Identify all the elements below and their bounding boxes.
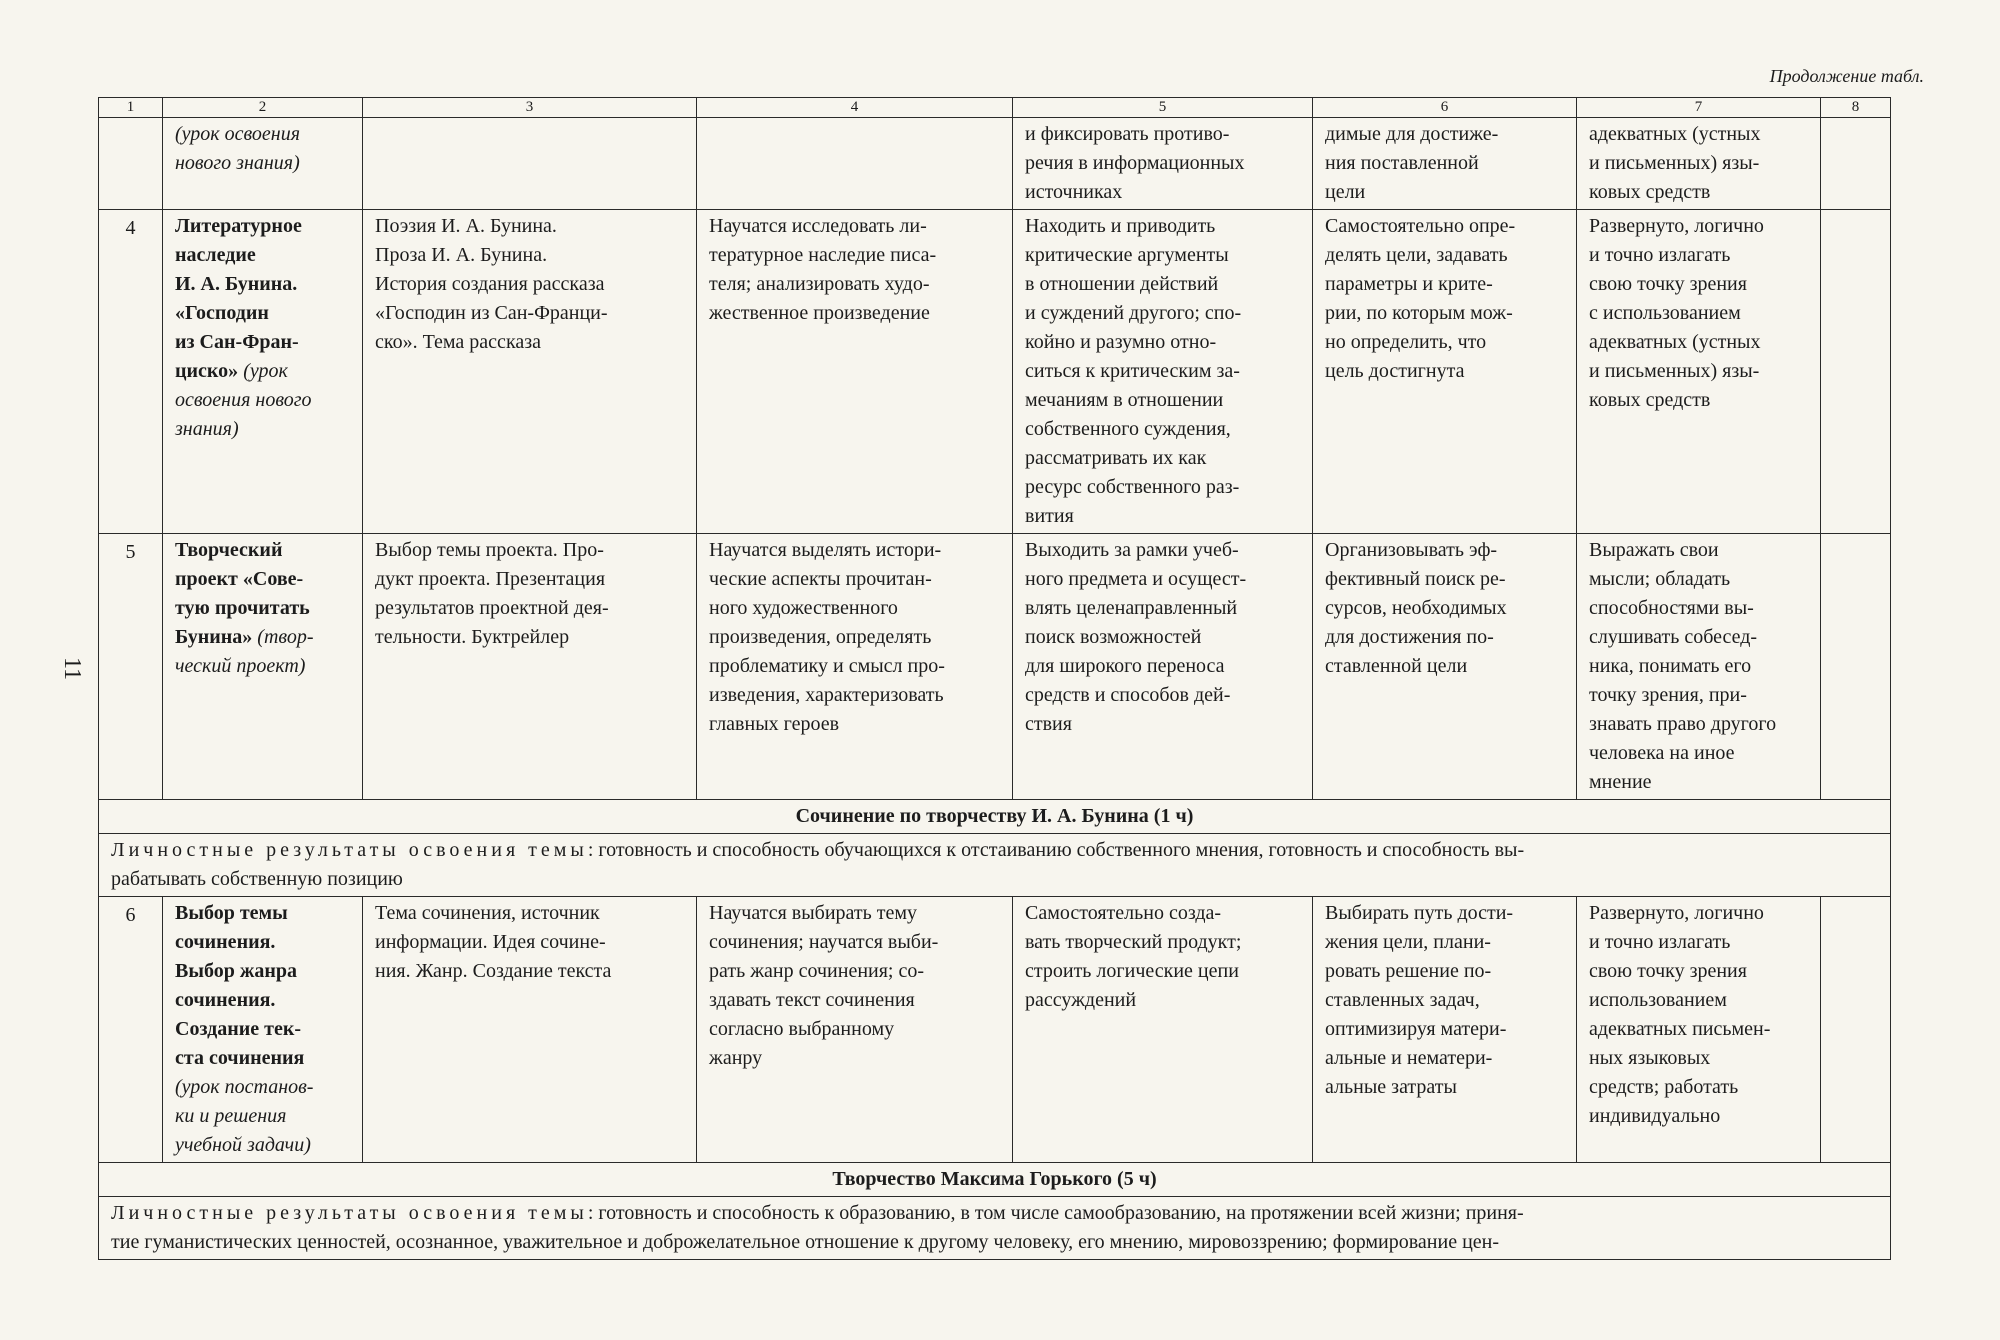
header-cell: 2 (163, 98, 363, 118)
lesson-number: 5 (99, 534, 163, 800)
lesson-number: 6 (99, 897, 163, 1163)
lesson-number (99, 118, 163, 210)
page-number: 11 (59, 656, 86, 681)
lesson-plan-table (98, 97, 1891, 1260)
lesson-topic (163, 210, 363, 534)
section-title-row (99, 1163, 1891, 1197)
lesson-type: (урок освоения нового знания) (175, 123, 301, 174)
header-cell: 7 (1577, 98, 1821, 118)
personal-results-row (99, 1197, 1891, 1260)
table-row (99, 118, 1891, 210)
lesson-title: Творческий проект «Сове- тую прочитать Бунина» (175, 539, 310, 648)
personal-results-label: Личностные результаты освоения темы (111, 839, 588, 861)
section-title-row (99, 800, 1891, 834)
col8-cell (1821, 210, 1891, 534)
regulative-uud: Самостоятельно опре- делять цели, задавать параметры и крите- рии, по которым мож- но определить, что цель достигнута (1313, 210, 1577, 534)
table-row (99, 534, 1891, 800)
communicative-uud: Выражать свои мысли; обладать способностями вы- слушивать собесед- ника, понимать его точку зрения, при- знавать право другого человека на иное мнение (1577, 534, 1821, 800)
personal-results-label: Личностные результаты освоения темы (111, 1202, 588, 1224)
header-cell: 3 (363, 98, 697, 118)
continuation-label: Продолжение табл. (1769, 66, 1924, 86)
communicative-uud: адекватных (устных и письменных) язы- ковых средств (1577, 118, 1821, 210)
table-row (99, 210, 1891, 534)
col8-cell (1821, 118, 1891, 210)
regulative-uud: димые для достиже- ния поставленной цели (1313, 118, 1577, 210)
personal-results (99, 1197, 1891, 1260)
header-cell: 1 (99, 98, 163, 118)
lesson-type: (урок постанов- ки и решения учебной задачи) (175, 1076, 314, 1156)
communicative-uud: Развернуто, логично и точно излагать свою точку зрения использованием адекватных письмен- ных языковых средств; работать индивидуально (1577, 897, 1821, 1163)
regulative-uud: Организовывать эф- фективный поиск ре- сурсов, необходимых для достижения по- ставленной цели (1313, 534, 1577, 800)
lesson-topic (163, 118, 363, 210)
col8-cell (1821, 897, 1891, 1163)
header-cell: 6 (1313, 98, 1577, 118)
cognitive-uud: и фиксировать противо- речия в информационных источниках (1013, 118, 1313, 210)
subject-results (697, 118, 1013, 210)
personal-results-text: : готовность и способность к образованию, в том числе самообразованию, на протяжении всей жизни; приня- тие гуманистических ценностей, осознанное, уважительное и доброжелательное отношение к другому человеку, его мнению, мировоззрению; формирование цен- (111, 1202, 1524, 1253)
cognitive-uud: Находить и приводить критические аргументы в отношении действий и суждений другого; спо- койно и разумно отно- ситься к критическим за- мечаниям в отношении собственного суждения, рассматривать их как ресурс собственного раз- вития (1013, 210, 1313, 534)
communicative-uud: Развернуто, логично и точно излагать свою точку зрения с использованием адекватных (устных и письменных) язы- ковых средств (1577, 210, 1821, 534)
cognitive-uud: Самостоятельно созда- вать творческий продукт; строить логические цепи рассуждений (1013, 897, 1313, 1163)
col8-cell (1821, 534, 1891, 800)
lesson-content: Тема сочинения, источник информации. Идея сочине- ния. Жанр. Создание текста (363, 897, 697, 1163)
personal-results-text: : готовность и способность обучающихся к отстаиванию собственного мнения, готовность и способность вы- рабатывать собственную позицию (111, 839, 1525, 890)
header-cell: 8 (1821, 98, 1891, 118)
lesson-content: Выбор темы проекта. Про- дукт проекта. Презентация результатов проектной дея- тельности. Буктрейлер (363, 534, 697, 800)
lesson-title: Литературное наследие И. А. Бунина. «Господин из Сан-Фран- циско» (175, 215, 302, 382)
cognitive-uud: Выходить за рамки учеб- ного предмета и осущест- влять целенаправленный поиск возможностей для широкого переноса средств и способов дей- ствия (1013, 534, 1313, 800)
lesson-topic (163, 897, 363, 1163)
lesson-number: 4 (99, 210, 163, 534)
lesson-topic (163, 534, 363, 800)
lesson-content (363, 118, 697, 210)
subject-results: Научатся выбирать тему сочинения; научатся выби- рать жанр сочинения; со- здавать текст сочинения согласно выбранному жанру (697, 897, 1013, 1163)
personal-results-row (99, 834, 1891, 897)
section-title: Творчество Максима Горького (5 ч) (99, 1163, 1891, 1197)
header-cell: 4 (697, 98, 1013, 118)
header-cell: 5 (1013, 98, 1313, 118)
table-row (99, 897, 1891, 1163)
section-title: Сочинение по творчеству И. А. Бунина (1 ч) (99, 800, 1891, 834)
lesson-type: (урок освоения нового знания) (175, 360, 312, 440)
personal-results (99, 834, 1891, 897)
regulative-uud: Выбирать путь дости- жения цели, плани- ровать решение по- ставленных задач, оптимизируя матери- альные и нематери- альные затраты (1313, 897, 1577, 1163)
lesson-content: Поэзия И. А. Бунина. Проза И. А. Бунина. История создания рассказа «Господин из Сан-Франци- ско». Тема рассказа (363, 210, 697, 534)
lesson-type: (твор- ческий проект) (175, 626, 314, 677)
subject-results: Научатся выделять истори- ческие аспекты прочитан- ного художественного произведения, определять проблематику и смысл про- изведения, характеризовать главных героев (697, 534, 1013, 800)
header-row (99, 98, 1891, 118)
lesson-title: Выбор темы сочинения. Выбор жанра сочинения. Создание тек- ста сочинения (175, 902, 305, 1069)
subject-results: Научатся исследовать ли- тературное наследие писа- теля; анализировать худо- жественное произведение (697, 210, 1013, 534)
